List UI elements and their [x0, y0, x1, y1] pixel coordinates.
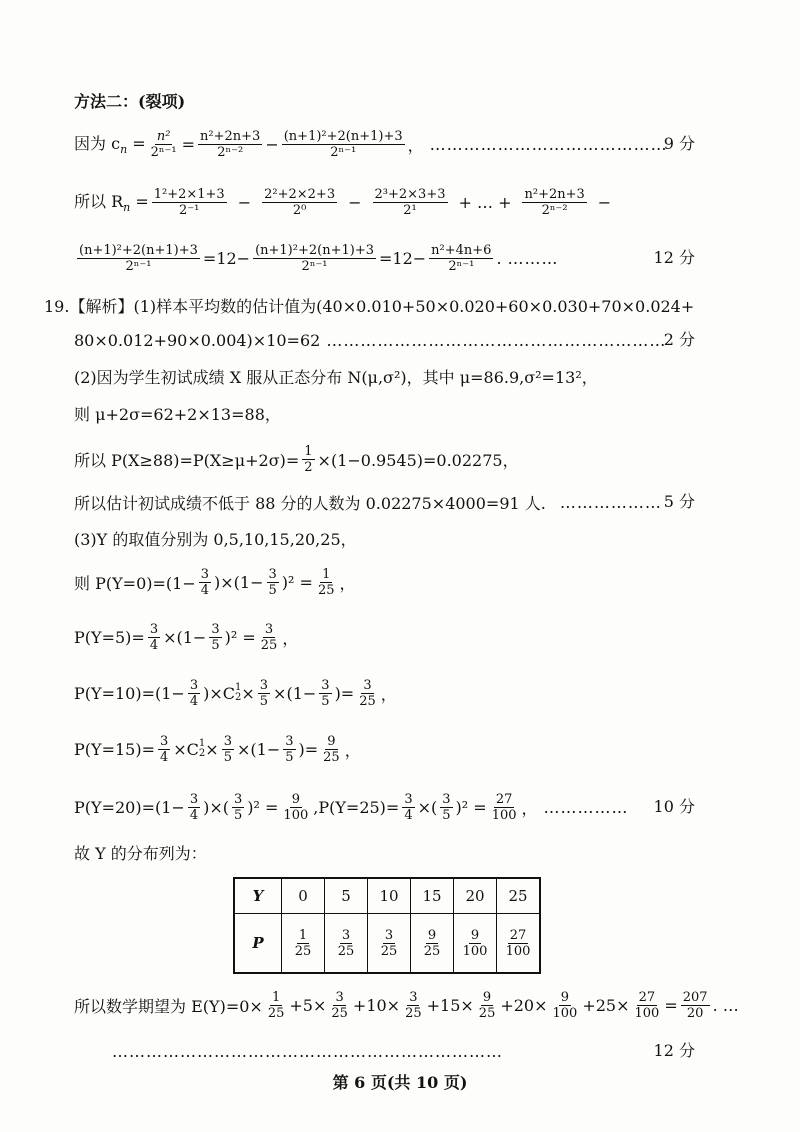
q19-part1-line2: 80×0.012+90×0.004)×10=62 ……………………………………………………: [74, 330, 667, 350]
rn2-term-1: $\frac{\text{(n+1)²+2(n+1)+3}}{\text{2ⁿ⁻¹}}$: [79, 242, 198, 274]
cn-frac-3: $\frac{\text{(n+1)²+2(n+1)+3}}{\text{2ⁿ⁻¹}}$: [283, 128, 403, 160]
cn-frac-1: $\frac{\text{n²}}{\text{2ⁿ⁻¹}}$: [150, 128, 177, 160]
rn2-term-3: $\frac{\text{n²+4n+6}}{\text{2ⁿ⁻¹}}$: [431, 242, 492, 274]
table-cell-p: $\frac{27}{100}$: [497, 914, 541, 974]
half-frac: $\frac{1}{2}$: [304, 443, 313, 475]
table-cell-y: 0: [282, 878, 325, 914]
cn-formula-line: 因为 $c_n$ = $\frac{\text{n²}}{\text{2ⁿ⁻¹}}$ = $\frac{\text{n²+2n+3}}{\text{2ⁿ⁻²}}$ − $\frac{\text{(n+1)²+2(n+1)+3}}{\text{2ⁿ⁻¹}}$ ， ……………………………………: [74, 128, 668, 160]
table-cell-p: $\frac{3}{25}$: [368, 914, 411, 974]
score-10: 10 分: [653, 797, 695, 816]
q19-part2-line3: 所以 P(X≥88)=P(X≥μ+2σ)= $\frac{1}{2}$ ×(1−0.9545)=0.02275，: [74, 443, 519, 475]
table-cell-y: 10: [368, 878, 411, 914]
table-header-y: Y: [234, 878, 282, 914]
rn-term-2: $\frac{\text{2²+2×2+3}}{\text{2⁰}}$: [264, 186, 336, 218]
rn-term-4: $\frac{\text{n²+2n+3}}{\text{2ⁿ⁻²}}$: [524, 186, 585, 218]
score-2: 2 分: [663, 330, 695, 349]
table-cell-p: $\frac{9}{25}$: [411, 914, 454, 974]
table-cell-p: $\frac{1}{25}$: [282, 914, 325, 974]
q19-part3-line1: (3)Y 的取值分别为 0,5,10,15,20,25，: [74, 530, 357, 549]
distribution-label: 故 Y 的分布列为：: [74, 844, 207, 863]
table-row-y: [234, 878, 540, 914]
table-cell-p: $\frac{3}{25}$: [325, 914, 368, 974]
cn-frac-2: $\frac{\text{n²+2n+3}}{\text{2ⁿ⁻²}}$: [200, 128, 261, 160]
rn-term-1: $\frac{\text{1²+2×1+3}}{\text{2⁻¹}}$: [153, 186, 225, 218]
page-footer: 第 6 页(共 10 页): [332, 1073, 468, 1092]
prob-y15: P(Y=15)= $\frac{3}{4}$ ×C 1 2 × $\frac{3}{5}$ ×(1− $\frac{3}{5}$ )= $\frac{9}{25}$ ，: [74, 733, 361, 765]
q19-part2-line4: 所以估计初试成绩不低于 88 分的人数为 0.02275×4000=91 人. ………………: [74, 492, 662, 513]
q19-part2-line2: 则 μ+2σ=62+2×13=88，: [74, 405, 281, 424]
table-cell-p: $\frac{9}{100}$: [454, 914, 497, 974]
table-cell-y: 20: [454, 878, 497, 914]
table-cell-y: 15: [411, 878, 454, 914]
expectation-dots: ……………………………………………………………: [112, 1041, 503, 1061]
prob-y10: P(Y=10)=(1− $\frac{3}{4}$ )×C 1 2 × $\frac{3}{5}$ ×(1− $\frac{3}{5}$ )= $\frac{3}{25}$ ，: [74, 677, 397, 709]
score-9: 9 分: [663, 134, 695, 153]
table-cell-y: 5: [325, 878, 368, 914]
table-cell-y: 25: [497, 878, 541, 914]
table-row-p: [234, 914, 540, 974]
cn-lead: 因为 $c_n$ =: [74, 134, 146, 157]
expectation-line: 所以数学期望为 E(Y)=0× $\frac{1}{25}$ +5× $\frac{3}{25}$ +10× $\frac{3}{25}$ +15× $\frac{9}{25}$ +20× $\frac{9}{100}$ +25× $\frac{27}{100}$ = $\frac{207}{20}$ . …: [74, 989, 739, 1021]
rn-formula-line-1: 所以 $R_n$ = $\frac{\text{1²+2×1+3}}{\text{2⁻¹}}$ − $\frac{\text{2²+2×2+3}}{\text{2⁰}}$ − $\frac{\text{2³+2×3+3}}{\text{2¹}}$ + … + $\frac{\text{n²+2n+3}}{\text{2ⁿ⁻²}}$ −: [74, 186, 612, 218]
rn-formula-line-2: $\frac{\text{(n+1)²+2(n+1)+3}}{\text{2ⁿ⁻¹}}$ =12− $\frac{\text{(n+1)²+2(n+1)+3}}{\text{2ⁿ⁻¹}}$ =12− $\frac{\text{n²+4n+6}}{\text{2ⁿ⁻¹}}$ . ………: [79, 242, 559, 274]
rn-term-3: $\frac{\text{2³+2×3+3}}{\text{2¹}}$: [374, 186, 446, 218]
method-two-title: 方法二：(裂项): [74, 92, 186, 111]
score-12-a: 12 分: [653, 248, 695, 267]
prob-y0: 则 P(Y=0)=(1− $\frac{3}{4}$ )×(1− $\frac{3}{5}$ )² = $\frac{1}{25}$ ，: [74, 566, 356, 598]
distribution-table: [233, 877, 541, 974]
table-header-p: P: [234, 914, 282, 974]
prob-y5: P(Y=5)= $\frac{3}{4}$ ×(1− $\frac{3}{5}$ )² = $\frac{3}{25}$ ，: [74, 621, 299, 653]
score-12-b: 12 分: [653, 1041, 695, 1060]
rn2-term-2: $\frac{\text{(n+1)²+2(n+1)+3}}{\text{2ⁿ⁻¹}}$: [255, 242, 374, 274]
prob-y20-y25: P(Y=20)=(1− $\frac{3}{4}$ )×( $\frac{3}{5}$ )² = $\frac{9}{100}$ ,P(Y=25)= $\frac{3}{4}$ ×( $\frac{3}{5}$ )² = $\frac{27}{100}$ ， ……………: [74, 791, 629, 823]
q19-part1-line1: 19.【解析】(1)样本平均数的估计值为(40×0.010+50×0.020+60×0.030+70×0.024+: [44, 297, 695, 316]
score-5: 5 分: [663, 492, 695, 511]
q19-part2-line1: (2)因为学生初试成绩 X 服从正态分布 N(μ,σ²)，其中 μ=86.9,σ²=13²，: [74, 368, 598, 387]
